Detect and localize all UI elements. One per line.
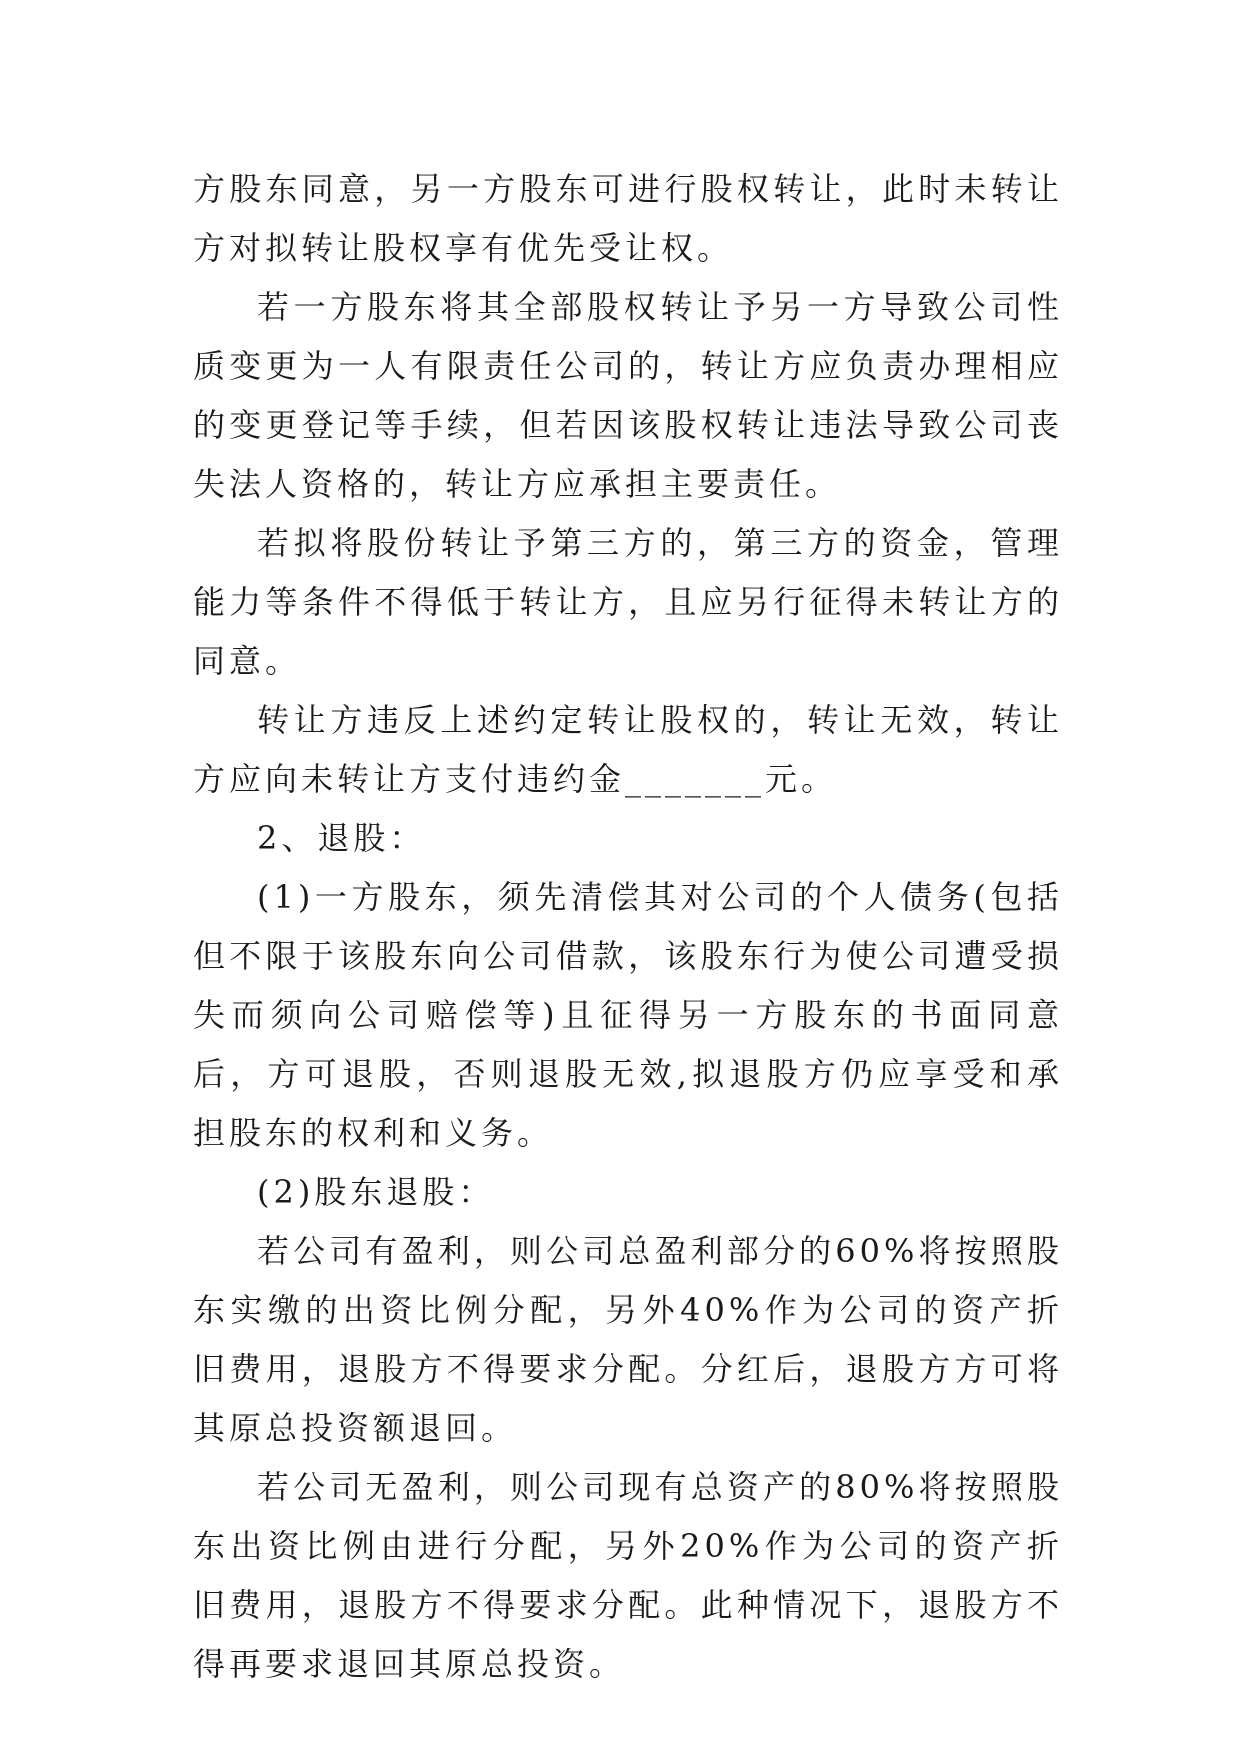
paragraph-1: 方股东同意，另一方股东可进行股权转让，此时未转让方对拟转让股权享有优先受让权。 xyxy=(193,170,1063,267)
document-body xyxy=(193,160,1063,1694)
paragraph-2: 若一方股东将其全部股权转让予另一方导致公司性质变更为一人有限责任公司的，转让方应负责办理相应的变更登记等手续，但若因该股权转让违法导致公司丧失法人资格的，转让方应承担主要责任。 xyxy=(193,288,1063,503)
subheading-shareholder-withdrawal: (2)股东退股： xyxy=(257,1173,495,1211)
paragraph-7: 若公司无盈利，则公司现有总资产的80%将按照股东出资比例由进行分配，另外20%作为公司的资产折旧费用，退股方不得要求分配。此种情况下，退股方不得再要求退回其原总投资。 xyxy=(193,1468,1063,1683)
paragraph-4: 转让方违反上述约定转让股权的，转让无效，转让方应向未转让方支付违约金_______元。 xyxy=(193,701,1063,798)
section-heading-withdrawal: 2、退股： xyxy=(257,819,426,857)
paragraph-3: 若拟将股份转让予第三方的，第三方的资金，管理能力等条件不得低于转让方，且应另行征得未转让方的同意。 xyxy=(193,524,1063,680)
paragraph-5: (1)一方股东，须先清偿其对公司的个人债务(包括但不限于该股东向公司借款，该股东行为使公司遭受损失而须向公司赔偿等)且征得另一方股东的书面同意后，方可退股，否则退股无效,拟退股方仍应享受和承担股东的权利和义务。 xyxy=(193,878,1063,1152)
paragraph-6: 若公司有盈利，则公司总盈利部分的60%将按照股东实缴的出资比例分配，另外40%作为公司的资产折旧费用，退股方不得要求分配。分红后，退股方方可将其原总投资额退回。 xyxy=(193,1232,1063,1447)
